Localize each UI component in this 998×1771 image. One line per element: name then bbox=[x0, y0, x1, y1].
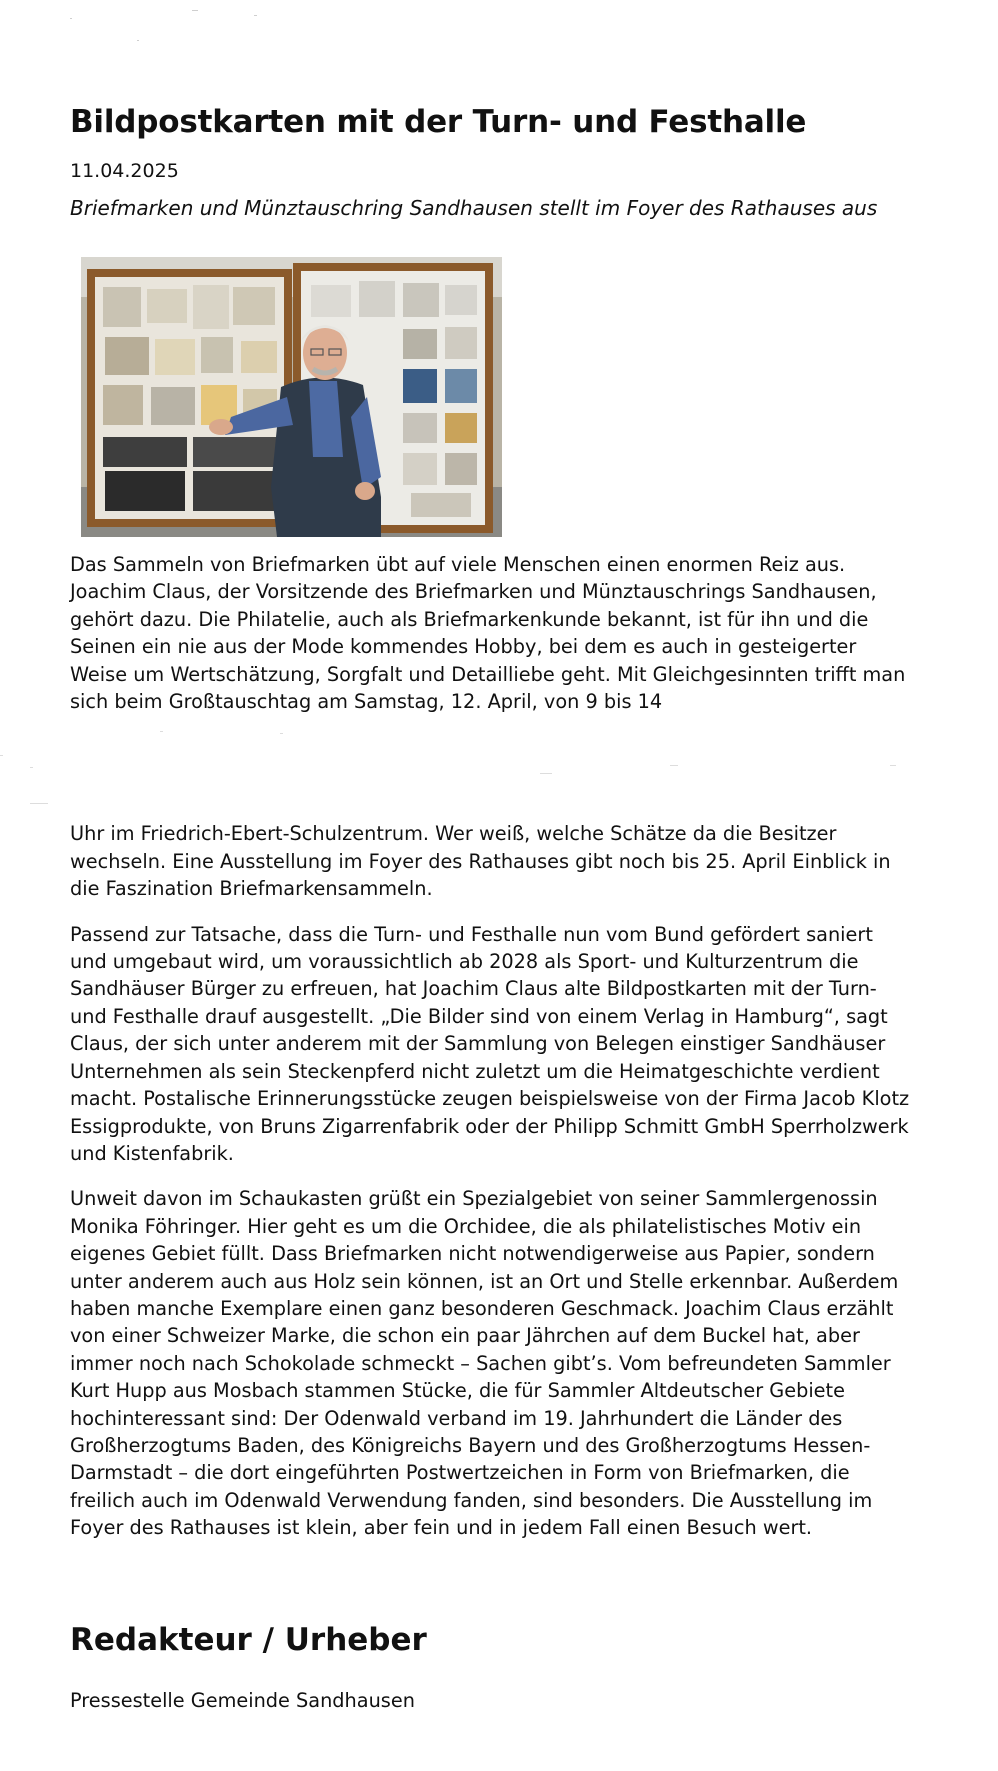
paragraph-1-part-2 bbox=[70, 820, 910, 902]
article bbox=[70, 100, 910, 1714]
paragraph-3: Unweit davon im Schaukasten grüßt ein Spezialgebiet von seiner Sammlergenossin Monika Föhringer. Hier geht es um die Orchidee, die als philatelistisches Motiv ein eigenes Gebiet füllt. Dass Briefmarken nicht notwendigerweise aus Papier, sondern unter anderem auch aus Holz sein können, ist an Ort und Stelle erkennbar. Außerdem haben manche Exemplare einen ganz besonderen Geschmack. Joachim Claus erzählt von einer Schweizer Marke, die schon ein paar Jährchen auf dem Buckel hat, aber immer noch nach Schokolade schmeckt – Sachen gibt’s. Vom befreundeten Sammler Kurt Hupp aus Mosbach stammen Stücke, die für Sammler Altdeutscher Gebiete hochinteressant sind: Der Odenwald verband im 19. Jahrhundert die Länder des Großherzogtums Baden, des Königreichs Bayern und des Großherzogtums Hessen-Darmstadt – die dort eingeführten Postwertzeichen in Form von Briefmarken, die freilich auch im Odenwald Verwendung fanden, sind besonders. Die Ausstellung im Foyer des Rathauses ist klein, aber fein und in jedem Fall einen Besuch wert. bbox=[70, 1187, 899, 1540]
article-body bbox=[70, 551, 910, 1542]
author-heading: Redakteur / Urheber bbox=[70, 1621, 427, 1658]
article-title: Bildpostkarten mit der Turn- und Festhalle bbox=[70, 104, 807, 140]
paragraph-1-part-2b: Eine Ausstellung im Foyer des Rathauses gibt noch bis 25. April Einblick in die Faszination Briefmarkensammeln. bbox=[70, 849, 891, 901]
page-break-gap bbox=[70, 715, 910, 820]
paragraph-1-part-1: Das Sammeln von Briefmarken übt auf viele Menschen einen enormen Reiz aus. Joachim Claus, der Vorsitzende des Briefmarken und Münztauschrings Sandhausen, gehört dazu. Die Philatelie, auch als Briefmarkenkunde bekannt, ist für ihn und die Seinen ein nie aus der Mode kommendes Hobby, bei dem es auch in gesteigerter Weise um Wertschätzung, Sorgfalt und Detailliebe geht. Mit Gleichgesinnten trifft man sich beim Großtauschtag am Samstag, 12. April, von 9 bis 14 bbox=[70, 553, 906, 714]
article-subtitle: Briefmarken und Münztauschring Sandhausen stellt im Foyer des Rathauses aus bbox=[70, 196, 878, 220]
paragraph-2: Passend zur Tatsache, dass die Turn- und Festhalle nun vom Bund gefördert saniert und umgebaut wird, um voraussichtlich ab 2028 als Sport- und Kulturzentrum die Sandhäuser Bürger zu erfreuen, hat Joachim Claus alte Bildpostkarten mit der Turn- und Festhalle drauf ausgestellt. „Die Bilder sind von einem Verlag in Hamburg“, sagt Claus, der sich unter anderem mit der Sammlung von Belegen einstiger Sandhäuser Unternehmen als sein Steckenpferd nicht zuletzt um die Heimatgeschichte verdient macht. Postalische Erinnerungsstücke zeugen beispielsweise von der Firma Jacob Klotz Essigprodukte, von Bruns Zigarrenfabrik oder der Philipp Schmitt GmbH Sperrholzwerk und Kistenfabrik. bbox=[70, 922, 910, 1165]
article-photo bbox=[81, 257, 502, 537]
paragraph-1-part-2a: Uhr im Friedrich-Ebert-Schulzentrum. Wer weiß, welche Schätze da die Besitzer wechseln. bbox=[70, 822, 837, 873]
author-name: Pressestelle Gemeinde Sandhausen bbox=[70, 1688, 415, 1712]
article-date: 11.04.2025 bbox=[70, 160, 179, 182]
